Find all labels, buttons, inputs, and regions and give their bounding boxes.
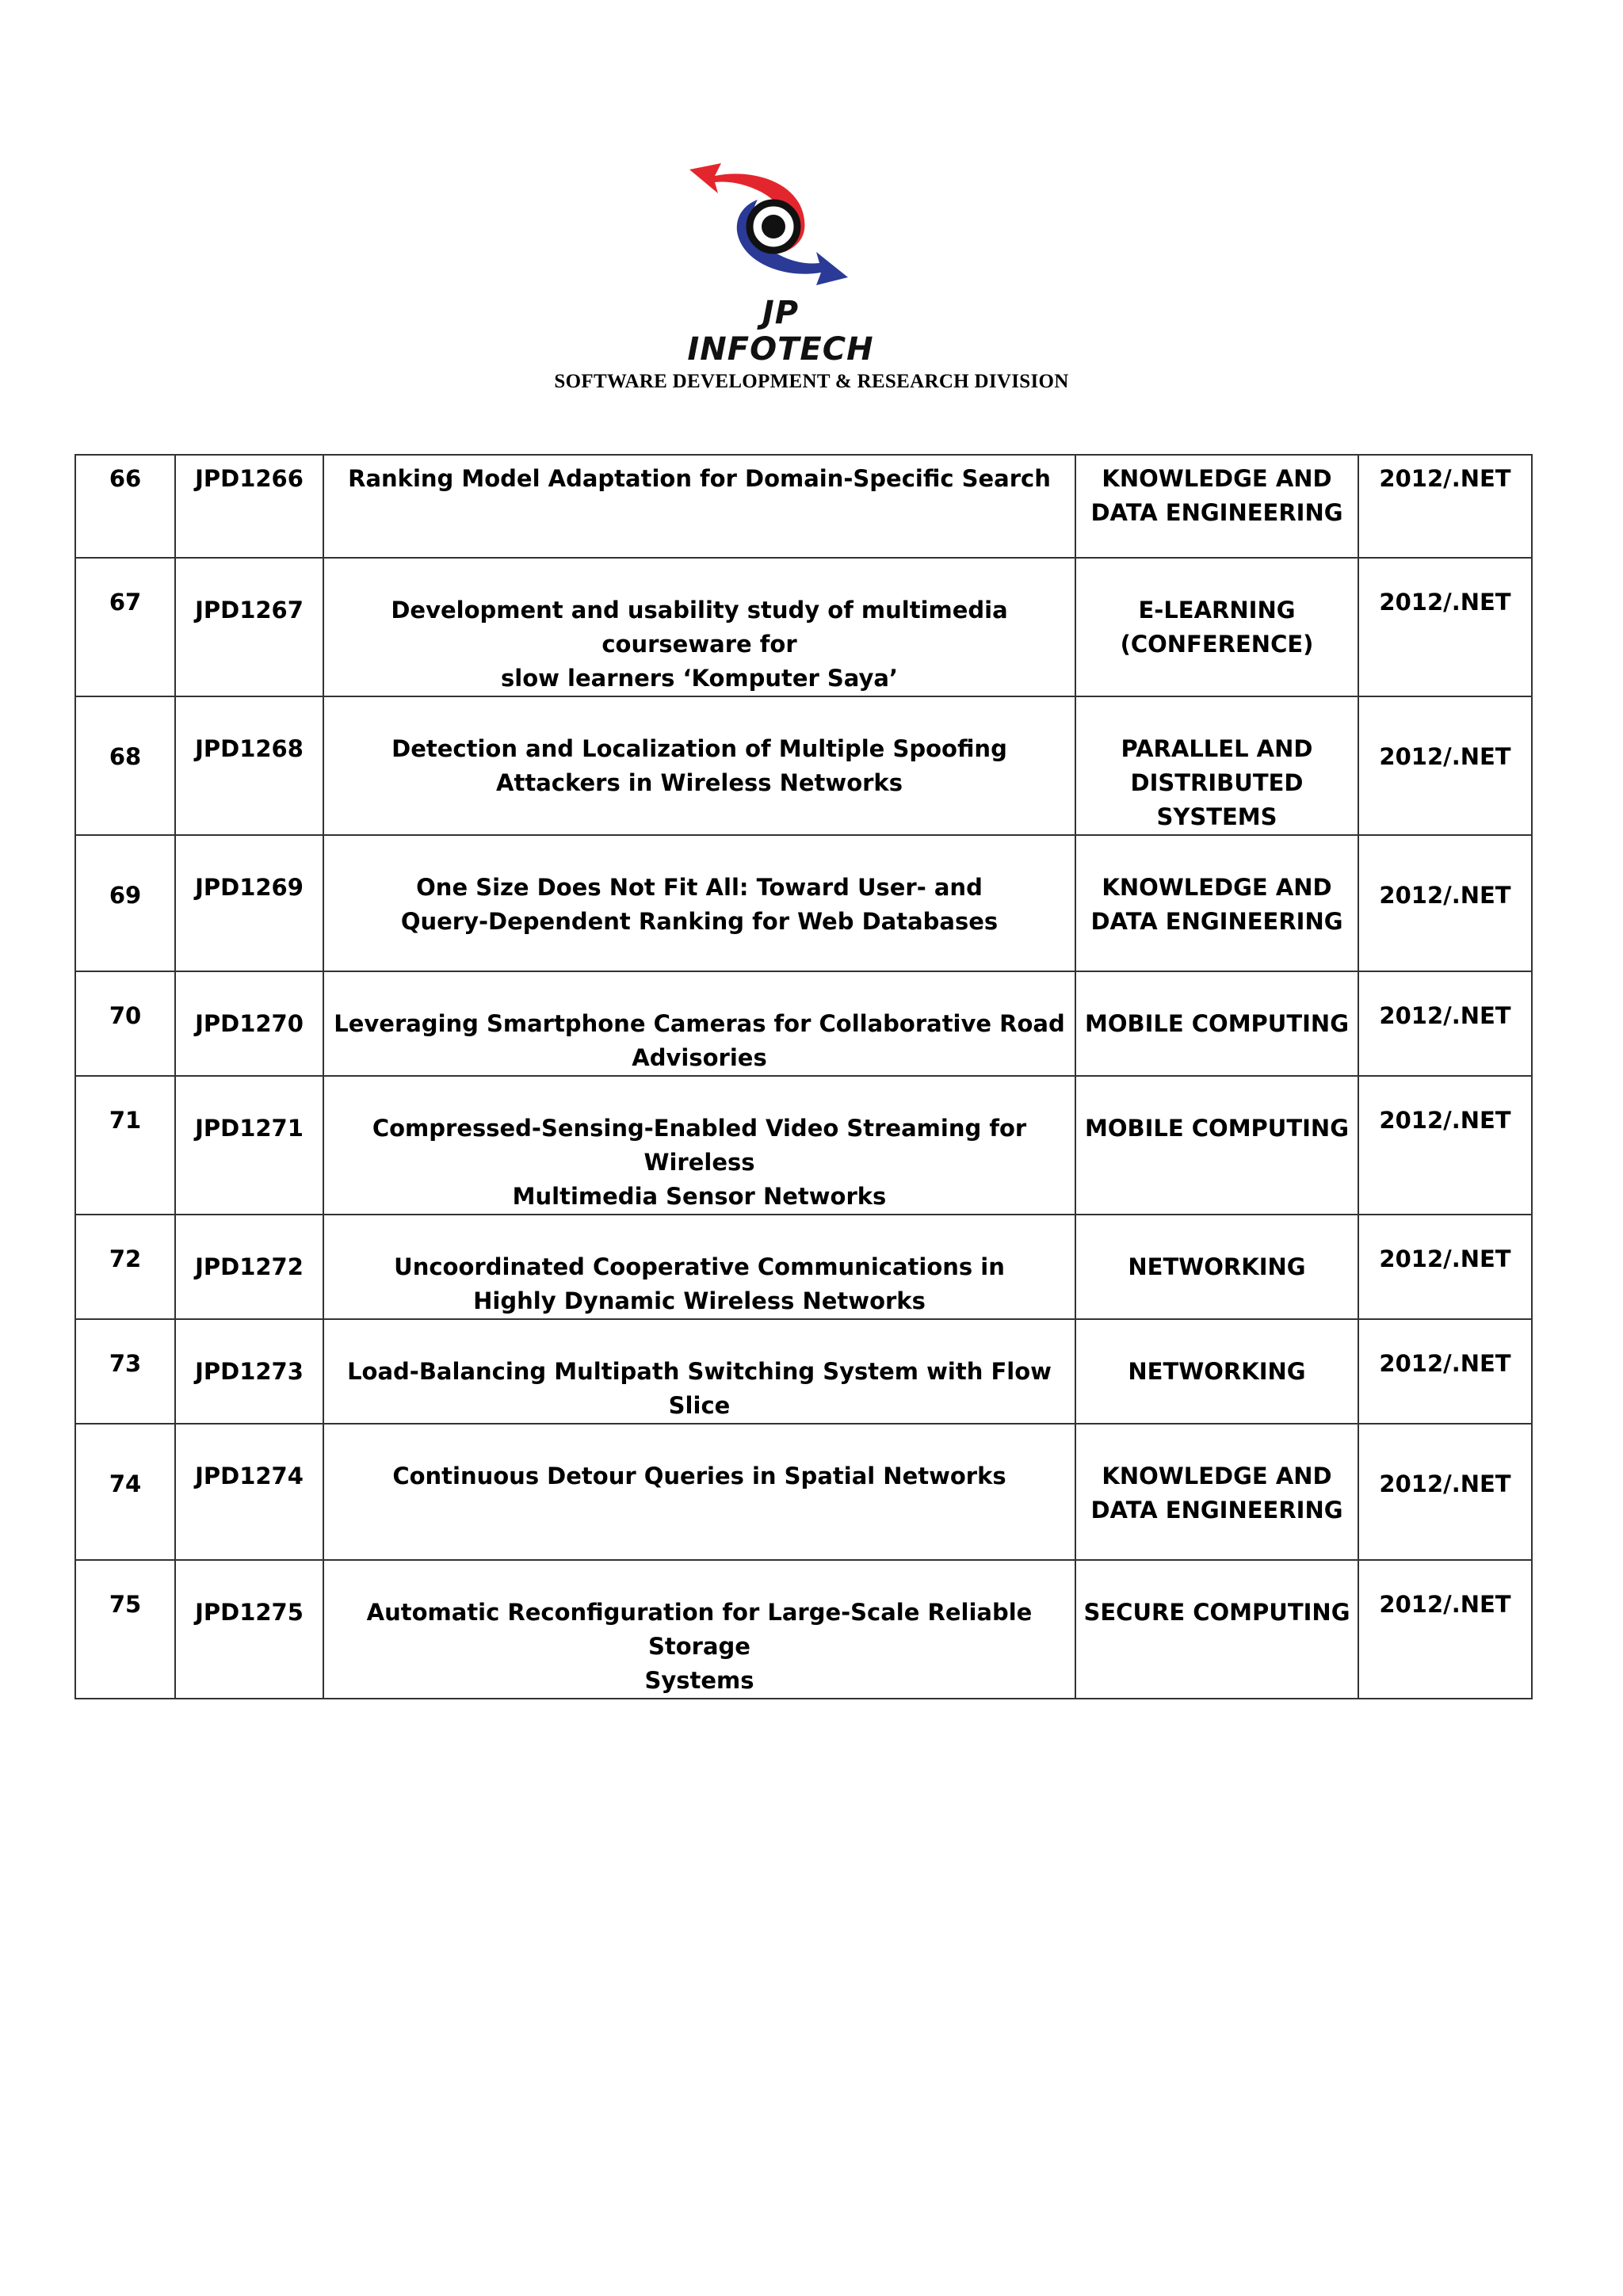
table-row	[75, 1560, 1532, 1699]
row-number-text: 70	[109, 1002, 142, 1029]
project-domain-text: KNOWLEDGE AND	[1102, 465, 1332, 492]
project-domain-cell	[1075, 558, 1358, 696]
division-title: SOFTWARE DEVELOPMENT & RESEARCH DIVISION	[554, 371, 1069, 392]
project-year-cell	[1358, 558, 1532, 696]
project-year-cell	[1358, 1215, 1532, 1319]
project-year-text: 2012/.NET	[1379, 589, 1511, 616]
project-year-cell	[1358, 455, 1532, 558]
project-title-text: Highly Dynamic Wireless Networks	[473, 1287, 926, 1314]
project-title-text: Automatic Reconfiguration for Large-Scale Reliable Storage	[366, 1599, 1033, 1660]
project-domain-text: KNOWLEDGE AND	[1102, 1463, 1332, 1489]
project-code-cell	[175, 1319, 323, 1424]
project-title-cell	[323, 696, 1075, 835]
project-domain-text: SECURE COMPUTING	[1083, 1599, 1350, 1626]
project-title-text: Advisories	[632, 1044, 767, 1071]
project-title-cell	[323, 835, 1075, 971]
project-domain-text: NETWORKING	[1128, 1358, 1306, 1385]
row-number-text: 67	[109, 589, 142, 616]
project-title-cell	[323, 1424, 1075, 1560]
project-domain-text: MOBILE COMPUTING	[1084, 1010, 1350, 1037]
project-code-text: JPD1271	[195, 1115, 304, 1142]
project-code-text: JPD1267	[195, 597, 304, 624]
table-row	[75, 1424, 1532, 1560]
project-code-text: JPD1273	[195, 1358, 304, 1385]
project-title-cell	[323, 455, 1075, 558]
project-domain-text: E-LEARNING	[1138, 597, 1296, 624]
project-year-cell	[1358, 1560, 1532, 1699]
project-title-text: Load-Balancing Multipath Switching System with Flow Slice	[347, 1358, 1052, 1419]
project-title-text: Compressed-Sensing-Enabled Video Streaming for Wireless	[372, 1115, 1027, 1176]
project-year-text: 2012/.NET	[1379, 1107, 1511, 1134]
project-domain-text: SYSTEMS	[1156, 803, 1277, 830]
project-title-cell	[323, 558, 1075, 696]
project-domain-cell	[1075, 1560, 1358, 1699]
table-row	[75, 971, 1532, 1076]
project-domain-text: MOBILE COMPUTING	[1084, 1115, 1350, 1142]
project-code-cell	[175, 1424, 323, 1560]
table-row	[75, 835, 1532, 971]
row-number-text: 66	[109, 465, 142, 492]
project-code-text: JPD1274	[195, 1463, 304, 1489]
project-domain-text: PARALLEL AND	[1121, 735, 1313, 762]
project-domain-cell	[1075, 971, 1358, 1076]
project-title-text: Continuous Detour Queries in Spatial Networks	[392, 1463, 1006, 1489]
project-domain-text: DATA ENGINEERING	[1090, 499, 1343, 526]
table-row	[75, 1319, 1532, 1424]
table-row	[75, 696, 1532, 835]
row-number-text: 69	[109, 882, 142, 909]
row-number-cell	[75, 1076, 175, 1215]
project-title-text: Systems	[644, 1667, 754, 1694]
project-code-cell	[175, 1560, 323, 1699]
project-code-text: JPD1266	[195, 465, 304, 492]
project-year-cell	[1358, 971, 1532, 1076]
project-code-cell	[175, 1215, 323, 1319]
project-domain-text: KNOWLEDGE AND	[1102, 874, 1332, 901]
project-code-text: JPD1270	[195, 1010, 304, 1037]
project-title-cell	[323, 1215, 1075, 1319]
table-row	[75, 1215, 1532, 1319]
project-year-text: 2012/.NET	[1379, 1002, 1511, 1029]
project-year-text: 2012/.NET	[1379, 1245, 1511, 1272]
project-title-text: Development and usability study of multimedia courseware for	[391, 597, 1008, 658]
project-domain-cell	[1075, 1215, 1358, 1319]
project-title-text: Attackers in Wireless Networks	[496, 769, 903, 796]
project-code-text: JPD1268	[195, 735, 304, 762]
project-title-text: Uncoordinated Cooperative Communications in	[394, 1253, 1005, 1280]
project-year-cell	[1358, 835, 1532, 971]
row-number-cell	[75, 558, 175, 696]
row-number-text: 72	[109, 1245, 142, 1272]
project-domain-cell	[1075, 1319, 1358, 1424]
company-name: JP INFOTECH	[687, 295, 874, 368]
row-number-cell	[75, 835, 175, 971]
project-domain-text: NETWORKING	[1128, 1253, 1306, 1280]
project-year-cell	[1358, 696, 1532, 835]
project-code-cell	[175, 558, 323, 696]
row-number-cell	[75, 1319, 175, 1424]
project-title-cell	[323, 1076, 1075, 1215]
row-number-text: 75	[109, 1591, 142, 1618]
row-number-cell	[75, 1215, 175, 1319]
row-number-cell	[75, 1424, 175, 1560]
project-title-text: One Size Does Not Fit All: Toward User- and	[416, 874, 983, 901]
project-domain-cell	[1075, 696, 1358, 835]
project-code-cell	[175, 1076, 323, 1215]
row-number-cell	[75, 455, 175, 558]
project-code-cell	[175, 696, 323, 835]
row-number-cell	[75, 971, 175, 1076]
project-year-text: 2012/.NET	[1379, 882, 1511, 909]
table-row	[75, 455, 1532, 558]
project-code-text: JPD1272	[195, 1253, 304, 1280]
table-row	[75, 558, 1532, 696]
project-title-text: Query-Dependent Ranking for Web Databases	[400, 908, 999, 935]
project-year-cell	[1358, 1319, 1532, 1424]
row-number-text: 73	[109, 1350, 142, 1377]
project-domain-cell	[1075, 1076, 1358, 1215]
project-year-text: 2012/.NET	[1379, 1470, 1511, 1497]
table-row	[75, 1076, 1532, 1215]
project-title-text: Leveraging Smartphone Cameras for Collaborative Road	[334, 1010, 1065, 1037]
project-year-cell	[1358, 1424, 1532, 1560]
project-title-text: Ranking Model Adaptation for Domain-Specific Search	[348, 465, 1051, 492]
project-year-text: 2012/.NET	[1379, 1591, 1511, 1618]
projects-table	[74, 454, 1533, 1699]
project-domain-text: DATA ENGINEERING	[1090, 908, 1343, 935]
project-domain-text: DATA ENGINEERING	[1090, 1497, 1343, 1524]
project-domain-text: DISTRIBUTED	[1130, 769, 1304, 796]
project-code-cell	[175, 971, 323, 1076]
project-domain-cell	[1075, 835, 1358, 971]
project-code-text: JPD1275	[195, 1599, 304, 1626]
project-code-cell	[175, 455, 323, 558]
project-year-text: 2012/.NET	[1379, 743, 1511, 770]
project-title-text: Multimedia Sensor Networks	[512, 1183, 887, 1210]
project-year-cell	[1358, 1076, 1532, 1215]
project-title-cell	[323, 1560, 1075, 1699]
project-year-text: 2012/.NET	[1379, 465, 1511, 492]
project-year-text: 2012/.NET	[1379, 1350, 1511, 1377]
logo-emblem-icon	[666, 158, 896, 301]
project-title-cell	[323, 971, 1075, 1076]
project-domain-cell	[1075, 455, 1358, 558]
project-domain-text: (CONFERENCE)	[1120, 631, 1314, 658]
row-number-cell	[75, 1560, 175, 1699]
project-code-cell	[175, 835, 323, 971]
project-title-text: Detection and Localization of Multiple Spoofing	[391, 735, 1007, 762]
row-number-text: 68	[109, 743, 142, 770]
project-domain-cell	[1075, 1424, 1358, 1560]
row-number-text: 74	[109, 1470, 142, 1497]
row-number-text: 71	[109, 1107, 142, 1134]
project-title-text: slow learners ‘Komputer Saya’	[501, 665, 898, 692]
row-number-cell	[75, 696, 175, 835]
project-code-text: JPD1269	[195, 874, 304, 901]
project-title-cell	[323, 1319, 1075, 1424]
